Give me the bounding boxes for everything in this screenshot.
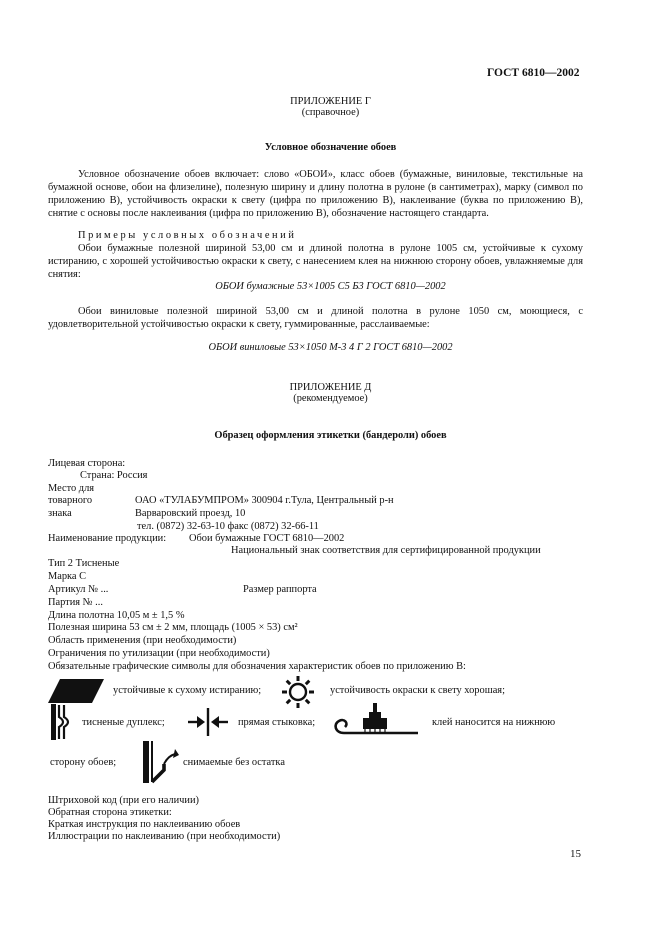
article-line: Артикул № ...	[48, 584, 109, 595]
duplex-embossed-icon	[50, 703, 74, 741]
back-side-label: Обратная сторона этикетки:	[48, 807, 172, 818]
butt-joint-label: прямая стыковка;	[238, 717, 316, 728]
duplex-label: тисненые дуплекс;	[82, 717, 165, 728]
example-2-text: Обои виниловые полезной шириной 53,00 см и длиной полотна в рулоне 1050 см, моющиеся, с удовлетворительной устойчивостью окраски к свету, гуммированные, расслаиваемые:	[48, 306, 583, 330]
dry-rub-icon	[46, 678, 106, 704]
conformity-line: Национальный знак соответствия для сертифицированной продукции	[231, 545, 541, 556]
country-line: Страна: Россия	[80, 470, 148, 481]
type-line: Тип 2 Тисненые	[48, 558, 120, 569]
illustrations-line: Иллюстрации по наклеиванию (при необходимости)	[48, 831, 281, 842]
batch-line: Партия № ...	[48, 597, 103, 608]
grade-line: Марка С	[48, 571, 87, 582]
glue-label-2: сторону обоев;	[50, 757, 117, 768]
sun-icon	[281, 675, 315, 709]
strippable-icon	[142, 740, 180, 784]
trademark-label-2: знака	[48, 508, 72, 519]
examples-label: Примеры условных обозначений	[78, 230, 297, 241]
appendix-d-heading: Образец оформления этикетки (бандероли) обоев	[214, 430, 447, 441]
place-for-label: Место для	[48, 483, 95, 494]
glue-brush-icon	[330, 702, 420, 738]
phone-line: тел. (0872) 32-63-10 факс (0872) 32-66-11	[137, 521, 319, 532]
barcode-line: Штриховой код (при его наличии)	[48, 795, 199, 806]
product-name-label: Наименование продукции:	[48, 533, 167, 544]
length-line: Длина полотна 10,05 м ± 1,5 %	[48, 610, 185, 621]
appendix-g-intro: Условное обозначение обоев включает: слово «ОБОИ», класс обоев (бумажные, виниловые, текстильные на бумажной основе, обои на флизелине), полезную ширину и длину полотна в рулоне (в сантиметрах), марку (символ по приложению В), устойчивость окраски к свету (цифра по приложению В), наклеивание (буква по приложению В), снятие с основы после наклеивания (цифра по приложению В), обозначение настоящего стандарта.	[48, 169, 583, 219]
example-1-code: ОБОИ бумажные 53×1005 С5 Б3 ГОСТ 6810—2002	[215, 281, 446, 292]
width-line: Полезная ширина 53 см ± 2 мм, площадь (1005 × 53) см²	[48, 622, 298, 633]
symbols-intro-line: Обязательные графические символы для обозначения характеристик обоев по приложению В:	[48, 661, 466, 672]
appendix-d-subtitle: (рекомендуемое)	[293, 393, 368, 404]
example-2-code: ОБОИ виниловые 53×1050 М-3 4 Г 2 ГОСТ 6810—2002	[208, 342, 453, 353]
appendix-g-subtitle: (справочное)	[301, 107, 360, 118]
butt-joint-icon	[186, 707, 230, 737]
appendix-g-title: ПРИЛОЖЕНИЕ Г	[290, 96, 371, 107]
application-area-line: Область применения (при необходимости)	[48, 635, 237, 646]
example-1-text: Обои бумажные полезной шириной 53,00 см и длиной полотна в рулоне 1005 см, устойчивые к сухому истиранию, с хорошей устойчивостью окраски к свету, с нанесением клея на нижнюю сторону обоев, увлажняемые для снятия:	[48, 243, 583, 280]
product-name-value: Обои бумажные ГОСТ 6810—2002	[189, 533, 345, 544]
appendix-d-title: ПРИЛОЖЕНИЕ Д	[289, 382, 372, 393]
light-fast-label: устойчивость окраски к свету хорошая;	[330, 685, 505, 696]
address-line: Варваровский проезд, 10	[135, 508, 246, 519]
appendix-g-heading: Условное обозначение обоев	[264, 142, 397, 153]
front-side-label: Лицевая сторона:	[48, 458, 126, 469]
company-line: ОАО «ТУЛАБУМПРОМ» 300904 г.Тула, Центральный р-н	[135, 495, 394, 506]
instruction-line: Краткая инструкция по наклеиванию обоев	[48, 819, 241, 830]
glue-label-1: клей наносится на нижнюю	[432, 717, 556, 728]
dry-rub-label: устойчивые к сухому истиранию;	[113, 685, 262, 696]
strippable-label: снимаемые без остатка	[183, 757, 285, 768]
trademark-label-1: товарного	[48, 495, 93, 506]
repeat-size-line: Размер раппорта	[243, 584, 317, 595]
page-number: 15	[570, 848, 581, 860]
disposal-line: Ограничения по утилизации (при необходимости)	[48, 648, 270, 659]
standard-header: ГОСТ 6810—2002	[487, 67, 580, 79]
